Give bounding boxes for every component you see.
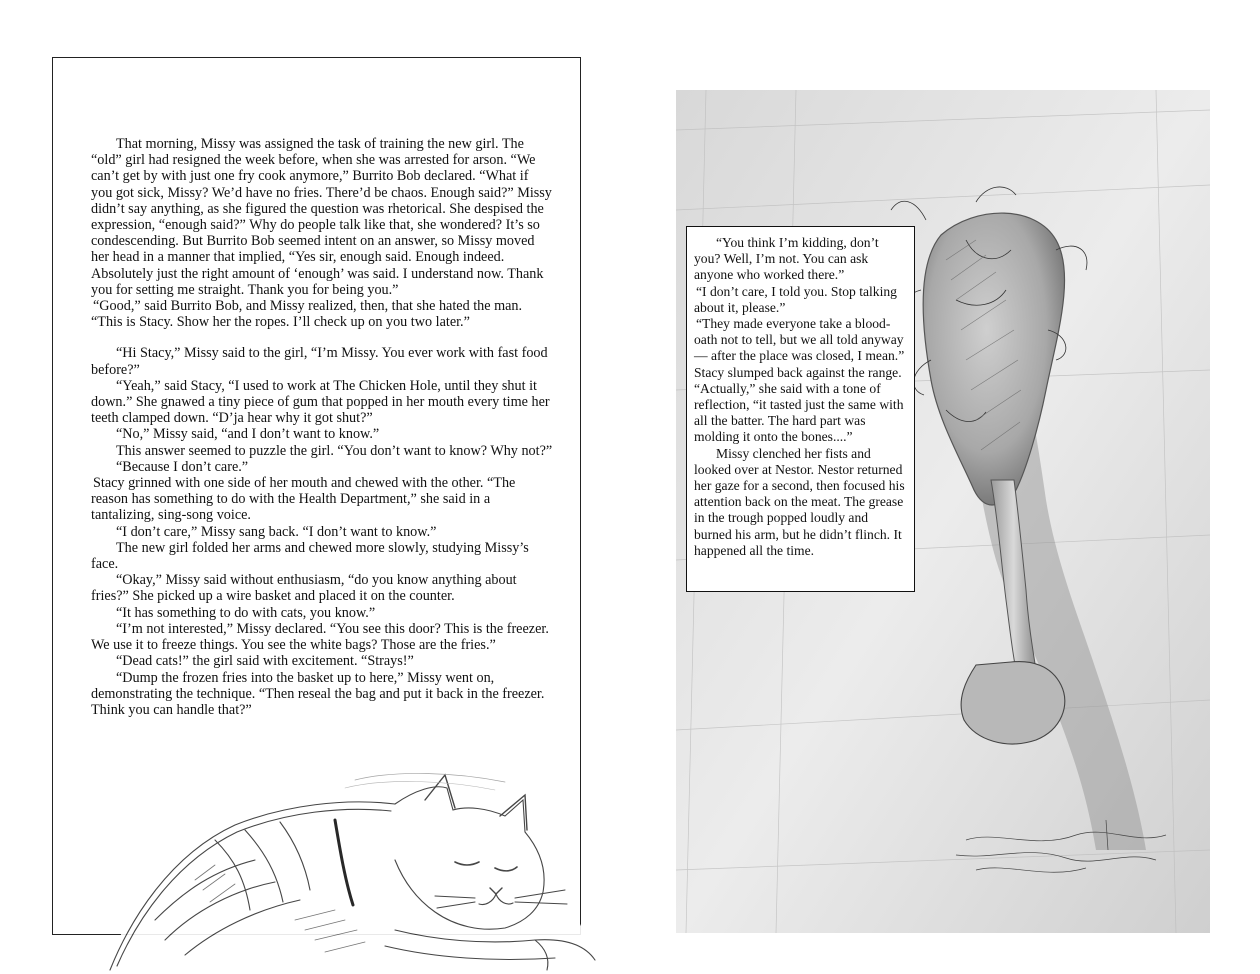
paragraph: “Dump the frozen fries into the basket up to here,” Missy went on, demonstrating the technique. “Then reseal the bag and put it back in the freezer. Think you can handle that?”: [91, 669, 545, 718]
paragraph: That morning, Missy was assigned the task of training the new girl. The “old” girl had resigned the week before, when she was arrested for arson. “We can’t get by with just one fry cook anymore,” Burrito Bob declared. “What if you got sick, Missy? We’d have no fries. There’d be chaos. Enough said?” Missy didn’t say anything, as she figured the question was rhetorical. She despised the expression, “enough said?” Why do people talk like that, she wondered? It’s so condescending. But Burrito Bob seemed intent on an answer, so Missy moved her head in a manner that implied, “Yes sir, enough said. Enough indeed. Absolutely just the right amount of ‘enough’ was said. I understand now. Thank you for setting me straight. Thank you for being you.”: [91, 136, 552, 298]
sleeping-cat-illustration: [95, 770, 600, 974]
caption-paragraph: Missy clenched her fists and looked over at Nestor. Nestor returned her gaze for a second, then focused his attention back on the meat. The grease in the trough popped loudly and burned his arm, but he didn’t flinch. It happened all the time.: [694, 445, 905, 558]
paragraph: The new girl folded her arms and chewed more slowly, studying Missy’s face.: [91, 539, 529, 573]
paragraph: “Yeah,” said Stacy, “I used to work at The Chicken Hole, until they shut it down.” She gnawed a tiny piece of gum that popped in her mouth every time her teeth clamped down. “D’ja hear why it got shut?”: [91, 377, 550, 427]
paragraph: “Hi Stacy,” Missy said to the girl, “I’m Missy. You ever work with fast food before?”: [91, 345, 548, 378]
paragraph: This answer seemed to puzzle the girl. “You don’t want to know? Why not?”: [116, 442, 553, 459]
paragraph: “Because I don’t care.”: [116, 458, 249, 475]
paragraph: “Dead cats!” the girl said with excitement. “Strays!”: [116, 653, 414, 670]
paragraph: “I’m not interested,” Missy declared. “You see this door? This is the freezer. We use it to freeze things. You see the white bags? Those are the fries.”: [91, 620, 549, 654]
caption-box: [686, 226, 915, 592]
left-page-text: [91, 136, 553, 718]
paragraph: “No,” Missy said, “and I don’t want to know.”: [116, 426, 380, 443]
paragraph: “I don’t care,” Missy sang back. “I don’t want to know.”: [116, 523, 437, 540]
caption-paragraph: “You think I’m kidding, don’t you? Well, I’m not. You can ask anyone who worked there.”: [694, 235, 879, 283]
caption-paragraph: “I don’t care, I told you. Stop talking about it, please.”: [694, 283, 897, 315]
paragraph: Stacy grinned with one side of her mouth and chewed with the other. “The reason has something to do with the Health Department,” she said in a tantalizing, sing-song voice.: [91, 475, 516, 524]
caption-paragraph: “They made everyone take a blood-oath not to tell, but we all told anyway — after the place was closed, I mean.” Stacy slumped back against the range. “Actually,” she said with a tone of reflection, “it tasted just the same with all the batter. The hard part was molding it onto the bones....”: [694, 316, 905, 445]
paragraph: “Good,” said Burrito Bob, and Missy realized, then, that she hated the man. “This is Stacy. Show her the ropes. I’ll check up on you two later.”: [91, 298, 523, 331]
paragraph: “Okay,” Missy said without enthusiasm, “do you know anything about fries?” She picked up a wire basket and placed it on the counter.: [91, 572, 517, 605]
paragraph: “It has something to do with cats, you know.”: [116, 604, 376, 621]
